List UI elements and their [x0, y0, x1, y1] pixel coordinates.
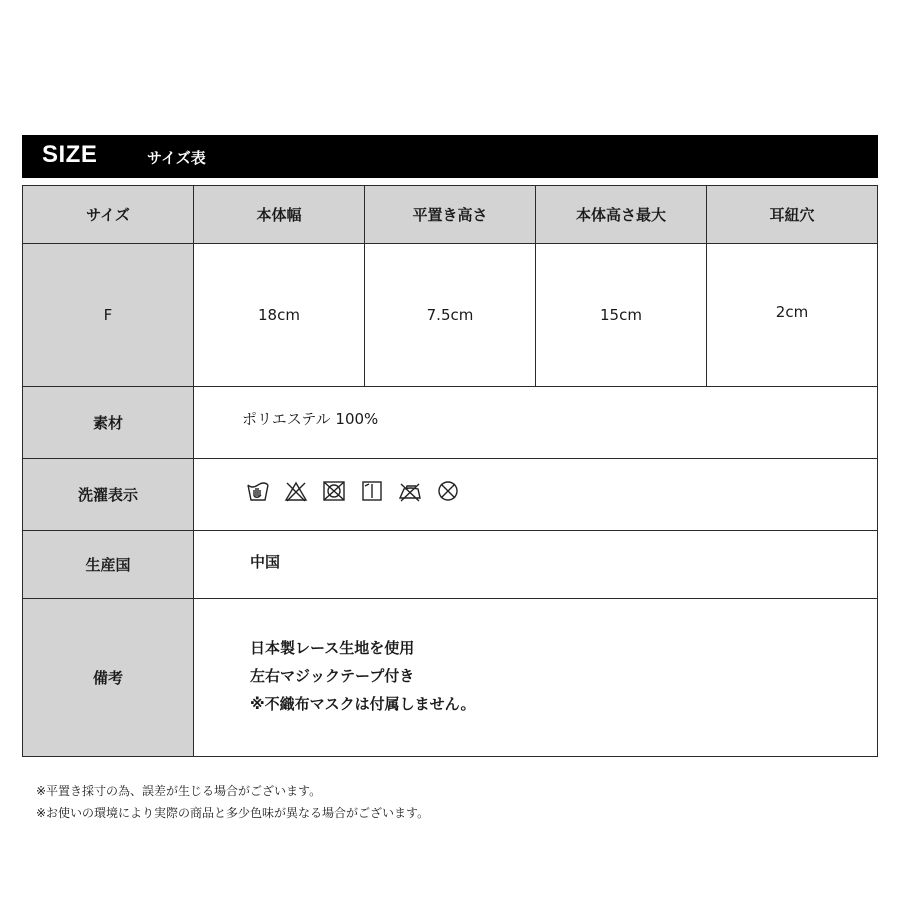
footnotes [36, 780, 429, 824]
remarks-lines [250, 634, 475, 718]
remarks-line: 日本製レース生地を使用 [250, 638, 415, 657]
column-header-ear-loop: 耳紐穴 [706, 185, 878, 244]
max-height-value: 15cm [535, 243, 707, 387]
no-iron-icon [398, 480, 422, 502]
footnote: ※平置き採寸の為、誤差が生じる場合がございます。 [36, 784, 322, 798]
no-dry-clean-icon [436, 480, 460, 502]
no-tumble-dry-icon [322, 480, 346, 502]
footnote: ※お使いの環境により実際の商品と多少色味が異なる場合がございます。 [36, 806, 430, 820]
material-value: ポリエステル 100% [193, 386, 878, 459]
washing-label: 洗濯表示 [22, 458, 194, 531]
origin-value: 中国 [193, 530, 878, 599]
no-bleach-icon [284, 480, 308, 502]
hand-wash-icon [246, 480, 270, 502]
column-header-max-height: 本体高さ最大 [535, 185, 707, 244]
column-header-body-width: 本体幅 [193, 185, 365, 244]
remarks-line: ※不織布マスクは付属しません。 [250, 694, 476, 713]
header-title: SIZE [42, 141, 98, 168]
column-header-size: サイズ [22, 185, 194, 244]
remarks-label: 備考 [22, 598, 194, 757]
origin-label: 生産国 [22, 530, 194, 599]
remarks-line: 左右マジックテープ付き [250, 666, 415, 685]
line-dry-icon [360, 480, 384, 502]
remarks-value [193, 598, 878, 757]
ear-loop-value: 2cm [706, 243, 878, 387]
care-icons [246, 480, 460, 502]
washing-value [193, 458, 878, 531]
material-label: 素材 [22, 386, 194, 459]
size-value: F [22, 243, 194, 387]
column-header-flat-height: 平置き高さ [364, 185, 536, 244]
flat-height-value: 7.5cm [364, 243, 536, 387]
header-subtitle: サイズ表 [147, 149, 206, 167]
body-width-value: 18cm [193, 243, 365, 387]
size-header-bar [22, 135, 878, 178]
